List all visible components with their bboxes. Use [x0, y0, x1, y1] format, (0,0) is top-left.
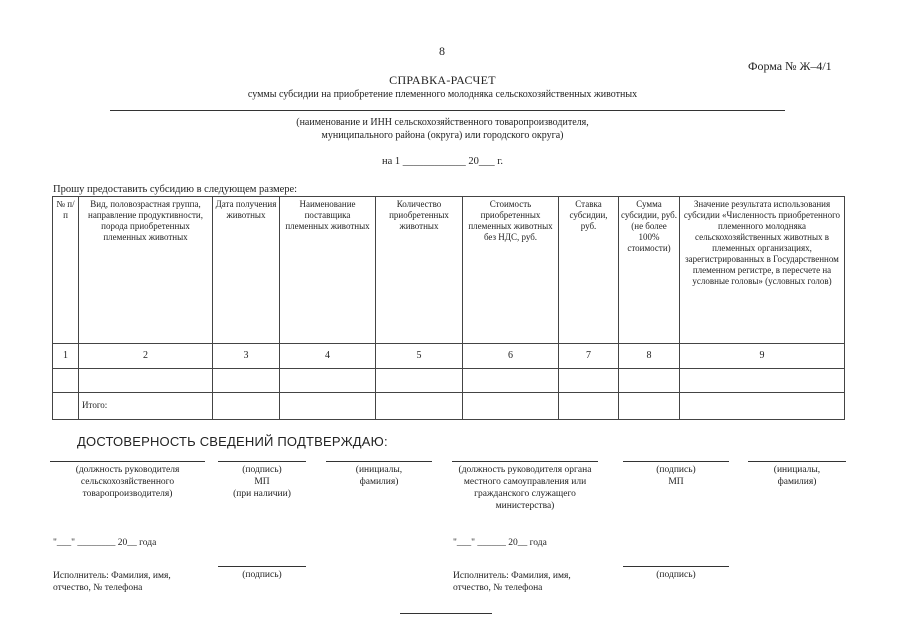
col-number: 6 — [463, 343, 559, 368]
col-header-3: Дата получения животных — [213, 197, 280, 344]
table-header-row — [53, 197, 845, 344]
report-date-line[interactable]: на 1 ____________ 20___ г. — [381, 156, 504, 167]
right-executor: Исполнитель: Фамилия, имя, отчество, № телефона — [453, 571, 571, 593]
table-cell — [53, 392, 79, 419]
left-executor-signature-caption: (подпись) — [242, 570, 282, 580]
table-cell[interactable] — [376, 368, 463, 392]
right-initials-caption: (инициалы, фамилия) — [773, 465, 821, 487]
page-number: 8 — [439, 44, 445, 58]
right-signature-line[interactable] — [623, 461, 729, 462]
left-executor: Исполнитель: Фамилия, имя, отчество, № телефона — [53, 571, 171, 593]
left-stamp-caption: МП — [254, 477, 270, 487]
table-cell[interactable] — [53, 368, 79, 392]
table-cell[interactable] — [680, 392, 845, 419]
name-caption-line2: муниципального района (округа) или городского округа) — [321, 130, 564, 141]
right-signature-caption: (подпись) — [656, 465, 696, 475]
table-cell[interactable] — [280, 392, 376, 419]
table-cell[interactable] — [559, 392, 619, 419]
col-header-8: Сумма субсидии, руб. (не более 100% стоимости) — [619, 197, 680, 344]
col-header-2: Вид, половозрастная группа, направление продуктивности, порода приобретенных племенных животных — [79, 197, 213, 344]
table-cell[interactable] — [559, 368, 619, 392]
table-cell[interactable] — [213, 392, 280, 419]
left-date-line[interactable]: "___" ________ 20__ года — [53, 538, 157, 548]
right-initials-line[interactable] — [748, 461, 846, 462]
col-number: 7 — [559, 343, 619, 368]
right-position-caption: (должность руководителя органа местного самоуправления или гражданского служащего министерства) — [458, 465, 592, 511]
col-header-9: Значение результата использования субсидии «Численность приобретенного племенного молодняка сельскохозяйственных животных в племенных организациях, зарегистрированных в Государственном племенном регистре, в пересчете на условные головы» (условных голов) — [680, 197, 845, 344]
col-header-4: Наименование поставщика племенных животных — [280, 197, 376, 344]
left-stamp-note: (при наличии) — [233, 489, 291, 499]
right-executor-signature-line[interactable] — [623, 566, 729, 567]
form-number: Форма № Ж–4/1 — [748, 59, 832, 73]
table-cell[interactable] — [213, 368, 280, 392]
left-position-line[interactable] — [50, 461, 205, 462]
col-header-6: Стоимость приобретенных племенных животных без НДС, руб. — [463, 197, 559, 344]
table-cell[interactable] — [463, 392, 559, 419]
col-number: 9 — [680, 343, 845, 368]
left-initials-line[interactable] — [326, 461, 432, 462]
table-cell[interactable] — [79, 368, 213, 392]
request-intro: Прошу предоставить субсидию в следующем размере: — [53, 184, 298, 195]
document-title: СПРАВКА-РАСЧЕТ — [389, 73, 496, 87]
name-fill-line[interactable] — [110, 110, 785, 111]
col-header-7: Ставка субсидии, руб. — [559, 197, 619, 344]
table-cell[interactable] — [619, 368, 680, 392]
col-number: 3 — [213, 343, 280, 368]
col-number: 1 — [53, 343, 79, 368]
document-subtitle: суммы субсидии на приобретение племенного молодняка сельскохозяйственных животных — [247, 89, 638, 100]
left-initials-caption: (инициалы, фамилия) — [355, 465, 403, 487]
col-header-5: Количество приобретенных животных — [376, 197, 463, 344]
right-position-line[interactable] — [452, 461, 598, 462]
total-row — [53, 392, 845, 419]
right-executor-signature-caption: (подпись) — [656, 570, 696, 580]
left-executor-signature-line[interactable] — [218, 566, 306, 567]
name-caption — [180, 116, 705, 142]
total-label: Итого: — [79, 392, 213, 419]
table-cell[interactable] — [619, 392, 680, 419]
name-caption-line1: (наименование и ИНН сельскохозяйственного товаропроизводителя, — [296, 117, 589, 128]
col-number: 4 — [280, 343, 376, 368]
col-number: 2 — [79, 343, 213, 368]
left-signature-caption: (подпись) — [242, 465, 282, 475]
right-date-line[interactable]: "___" ______ 20__ года — [453, 538, 547, 548]
left-signature-line[interactable] — [218, 461, 306, 462]
table-cell[interactable] — [463, 368, 559, 392]
col-number: 8 — [619, 343, 680, 368]
col-header-1: № п/п — [53, 197, 79, 344]
right-stamp-caption: МП — [668, 477, 684, 487]
confirmation-heading: ДОСТОВЕРНОСТЬ СВЕДЕНИЙ ПОДТВЕРЖДАЮ: — [77, 434, 388, 449]
left-position-caption: (должность руководителя сельскохозяйственного товаропроизводителя) — [75, 465, 180, 499]
table-cell[interactable] — [376, 392, 463, 419]
col-number: 5 — [376, 343, 463, 368]
table-row — [53, 368, 845, 392]
table-cell[interactable] — [280, 368, 376, 392]
table-cell[interactable] — [680, 368, 845, 392]
column-number-row — [53, 343, 845, 368]
footer-rule — [400, 613, 492, 614]
subsidy-table — [52, 196, 845, 420]
